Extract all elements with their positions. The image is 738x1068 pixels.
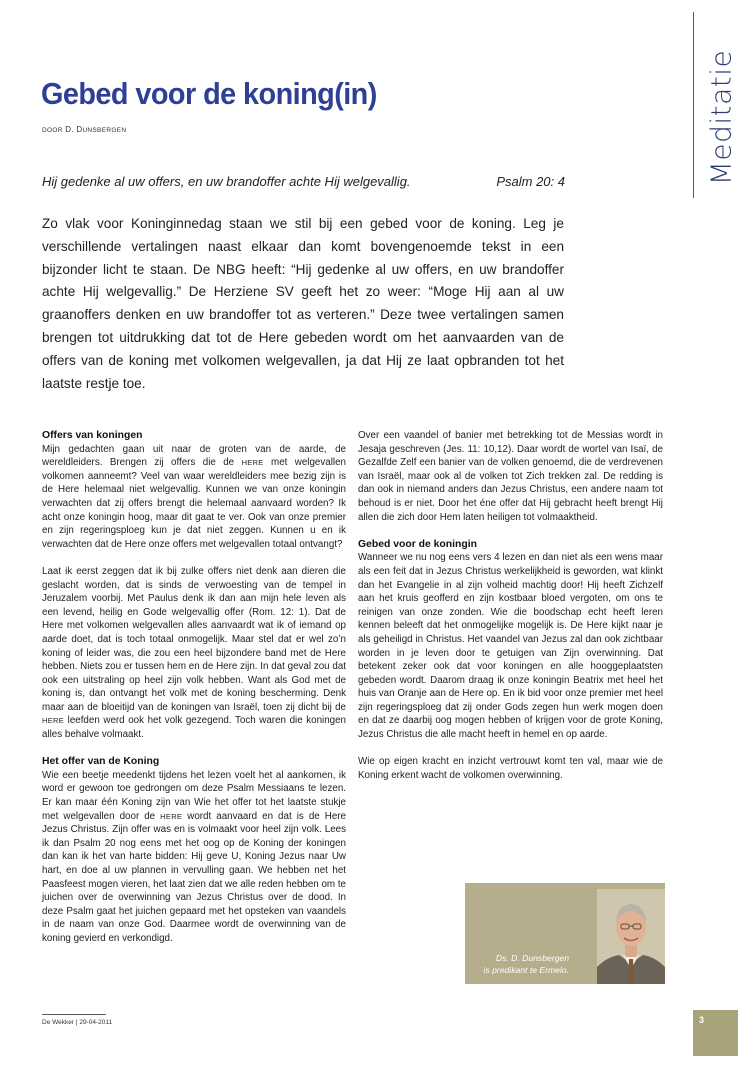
page-number: 3 xyxy=(699,1015,705,1025)
paragraph-text: met welgevallen volkomen aanneemt? Veel van waar wereldleiders mee bezig zijn is de Here helemaal niet welgevallig. Kunnen we van onze koningin verwachten dat zij offers brengt die helemaal aanvaard worden? Ik acht onze koningin hoog, maar dit gaat te ver. Ook van onze premier en zijn regeringsploeg kun je dat niet zeggen. Kunnen u en ik verwachten dat de Here onze offers met welgevallen totaal ontvangt? xyxy=(42,457,346,550)
photo-caption xyxy=(484,953,570,976)
quote-reference: Psalm 20: 4 xyxy=(496,174,565,189)
scripture-quote xyxy=(42,174,565,189)
small-caps-here: HERE xyxy=(42,716,65,726)
footer-divider xyxy=(42,1014,106,1015)
paragraph-text: Laat ik eerst zeggen dat ik bij zulke offers niet denk aan dieren die geslacht worden, dat is sinds de verwoesting van de tempel in Jeruzalem voorbij. Met Paulus denk ik dan aan mijn hele leven als een levend, heilig en Gode welgevallig offer (Rom. 12: 1). Dat de Here met volkomen welgevallen alles aanvaardt wat ik of iemand op aarde doet, dat is toch totaal onmogelijk. Maar stel dat er wel zo’n koning of leider was, die zou een heel bijzondere band met de Here hebben. Niets zou er tussen hem en de Here zijn. In dat geval zou dat ook een uitstraling op heel zijn volk hebben. Want als God met de koning is, dan ontvangt het volk met de koning bescherming. Denk maar aan de bloeitijd van de koningen van Israël, toen zij dicht bij de xyxy=(42,565,346,713)
small-caps-here: HERE xyxy=(160,811,183,821)
byline-author-rest: UNSBERGEN xyxy=(82,127,127,134)
paragraph-text: leefden werd ook het volk gezegend. Toch waren die koningen alles behalve volmaakt. xyxy=(42,715,346,741)
right-column xyxy=(358,429,663,782)
section-label xyxy=(693,32,738,202)
paragraph-text: Mijn gedachten gaan uit naar de groten van de aarde, de wereldleiders. Brengen zij offers die de xyxy=(42,443,346,469)
footer-publication: De Wekker | 29-04-2011 xyxy=(42,1019,113,1026)
paragraph xyxy=(42,443,346,552)
paragraph xyxy=(42,769,346,946)
intro-paragraph: Zo vlak voor Koninginnedag staan we stil bij een gebed voor de koning. Leg je verschillende vertalingen naast elkaar dan komt bovengenoemde tekst in een bijzonder licht te staan. De NBG heeft: “Hij gedenke al uw offers, en uw brandoffer achte Hij welgevallig.” De Herziene SV geeft het zo weer: “Moge Hij aan al uw graanoffers denken en uw brandoffer tot as verteren.” Deze twee vertalingen samen brengen tot uitdrukking dat tot de Here gebeden wordt om het aanvaarden van de offers van de koning met volkomen welgevallen, ja dat Hij ze laat opbranden tot het laatste restje toe. xyxy=(42,216,564,391)
paragraph-text: Wie een beetje meedenkt tijdens het lezen voelt het al aankomen, ik word er gewoon toe gedrongen om deze Psalm Messiaans te lezen. Er kan maar één Koning zijn van Wie het offer tot het laatste stukje met welgevallen door de xyxy=(42,769,346,822)
quote-text: Hij gedenke al uw offers, en uw brandoffer achte Hij welgevallig. xyxy=(42,174,411,189)
paragraph: Wie op eigen kracht en inzicht vertrouwt komt ten val, maar wie de Koning erkent wacht de volkomen overwinning. xyxy=(358,756,663,781)
byline-prefix: DOOR xyxy=(42,127,63,134)
paragraph xyxy=(42,565,346,742)
left-column xyxy=(42,429,346,946)
paragraph: Over een vaandel of banier met betrekking tot de Messias wordt in Jesaja geschreven (Jes. 11: 10,12). Daar wordt de wortel van Isaï, de Gezalfde Zelf een banier van de volken genoemd, die de verdrevenen van Israël, maar ook al de volken tot Zich trekken zal. De redding is dan ook in niemand anders dan Jezus Christus, een andere naam tot behoud is er niet. Door het éne offer dat Hij gebracht heeft brengt Hij allen die zich door Hem laten heiligen tot volmaaktheid. xyxy=(358,430,663,523)
caption-line-role: is predikant te Ermelo. xyxy=(483,964,569,975)
byline xyxy=(42,125,126,134)
caption-line-name: Ds. D. Dunsbergen xyxy=(495,953,569,963)
heading-offers-van-koningen: Offers van koningen xyxy=(42,430,143,441)
page-number-box xyxy=(693,1010,738,1056)
heading-het-offer-van-de-koning: Het offer van de Koning xyxy=(42,756,160,768)
heading-gebed-voor-de-koningin: Gebed voor de koningin xyxy=(358,538,477,550)
paragraph-text: wordt aanvaard en dat is de Here Jezus Christus. Zijn offer was en is volmaakt voor heel zijn volk. Lees ik dan Psalm 20 nog eens met het oog op de Koning der koningen dan kan ik het van harte bidden: Hij geve U, Koning Jezus naar Uw hart, en doe al uw plannen in vervulling gaan. We hebben net het Paasfeest mogen vieren, het laat zien dat we alle reden hebben om te juichen over de overwinning van Jezus Christus over de dood. In deze Psalm gaat het juichen gepaard met het opsteken van vaandels in de naam van onze God. Daarmee wordt de overwinning van de koning gevierd en verkondigd. xyxy=(42,810,346,944)
article-title: Gebed voor de koning(in) xyxy=(41,76,377,111)
paragraph: Wanneer we nu nog eens vers 4 lezen en dan niet als een wens maar als een feit dat in Jezus Christus werkelijkheid is geworden, wat klinkt dan het Evangelie in al zijn volheid machtig door! Hij heeft Zichzelf aan het kruis geofferd en zijn kostbaar bloed vergoten, om ons te reinigen van onze zonden. Wie die boodschap echt heeft leren kennen beleeft dat het onmogelijke mogelijk is. De Here kijkt naar je als geheiligd in Christus. Het vaandel van Jezus zal dan ook zichtbaar worden in je leven door te getuigen van Zijn overwinning. Dat betekent zeker ook dat voor koningen en alle hooggeplaatsten gebeden wordt. Daarom draag ik onze koningin Beatrix met heel het huis van Oranje aan de Here op. En ik bid voor onze premier met heel zijn regeringsploeg dat zij onder Gods zegen hun werk mogen doen en dat ze daarbij oog mogen hebben of krijgen voor de grote Koning, Jezus Christus die alle macht heeft in hemel en op aarde. xyxy=(358,552,663,741)
small-caps-here: HERE xyxy=(241,458,264,468)
author-portrait-image xyxy=(597,889,665,984)
byline-author-initial: D. D xyxy=(65,125,83,134)
section-label-text: Meditatie xyxy=(704,49,738,185)
